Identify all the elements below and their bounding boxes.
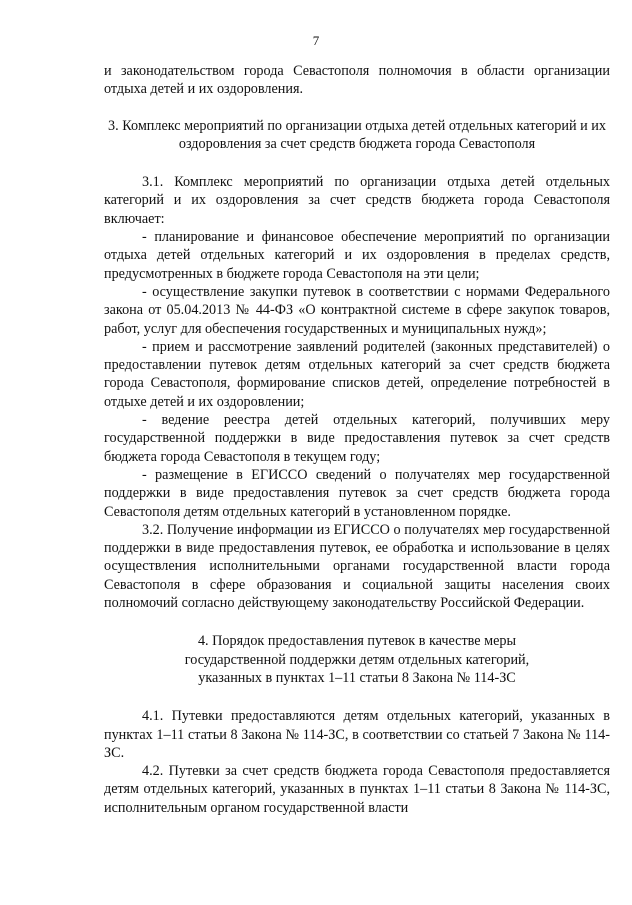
document-body <box>104 62 610 817</box>
section-4-heading-line-1: 4. Порядок предоставления путевок в качестве меры <box>197 633 517 650</box>
intro-paragraph: и законодательством города Севастополя полномочия в области организации отдыха детей и их оздоровления. <box>104 63 610 98</box>
bullet-egisso: - размещение в ЕГИССО сведений о получателях мер государственной поддержки в виде предоставления путевок за счет средств бюджета города Севастополя детям отдельных категорий в установленном порядке. <box>104 466 610 520</box>
section-4-heading-line-3: указанных в пунктах 1–11 статьи 8 Закона № 114-ЗС <box>198 669 516 686</box>
paragraph-3-1: 3.1. Комплекс мероприятий по организации отдыха детей отдельных категорий и их оздоровления за счет средств бюджета города Севастополя включает: <box>104 174 610 227</box>
paragraph-4-2: 4.2. Путевки за счет средств бюджета города Севастополя предоставляется детям отдельных категорий, указанных в пунктах 1–11 статьи 8 Закона № 114-ЗС, исполнительным органом государственной власти <box>104 763 610 816</box>
section-4-heading-line-2: государственной поддержки детям отдельных категорий, <box>184 651 530 668</box>
bullet-applications: - прием и рассмотрение заявлений родителей (законных представителей) о предоставлении путевок детям отдельных категорий за счет средств бюджета города Севастополя, формирование списков детей, определение потребностей в отдыхе детей и их оздоровлении; <box>104 338 610 410</box>
bullet-registry: - ведение реестра детей отдельных категорий, получивших меру государственной поддержки в виде предоставления путевок за счет средств бюджета города Севастополя в текущем году; <box>104 412 610 465</box>
page-number: 7 <box>312 33 320 48</box>
section-3-heading: 3. Комплекс мероприятий по организации отдыха детей отдельных категорий и их оздоровления за счет средств бюджета города Севастополя <box>108 117 606 152</box>
paragraph-3-2: 3.2. Получение информации из ЕГИССО о получателях мер государственной поддержки в виде предоставления путевок, ее обработка и использование в целях осуществления исполнительными органами государственной власти города Севастополя в сфере образования и социальной защиты населения своих полномочий согласно действующему законодательству Российской Федерации. <box>104 521 610 612</box>
paragraph-4-1: 4.1. Путевки предоставляются детям отдельных категорий, указанных в пунктах 1–11 статьи 8 Закона № 114-ЗС, в соответствии со статьей 7 Закона № 114-ЗС. <box>104 708 610 761</box>
bullet-procurement: - осуществление закупки путевок в соответствии с нормами Федерального закона от 05.04.2013 № 44-ФЗ «О контрактной системе в сфере закупок товаров, работ, услуг для обеспечения государственных и муниципальных нужд»; <box>104 283 610 337</box>
section-4-heading <box>104 632 610 687</box>
bullet-planning: - планирование и финансовое обеспечение мероприятий по организации отдыха детей отдельных категорий и их оздоровления в пределах средств, предусмотренных в бюджете города Севастополя на эти цели; <box>104 229 610 282</box>
